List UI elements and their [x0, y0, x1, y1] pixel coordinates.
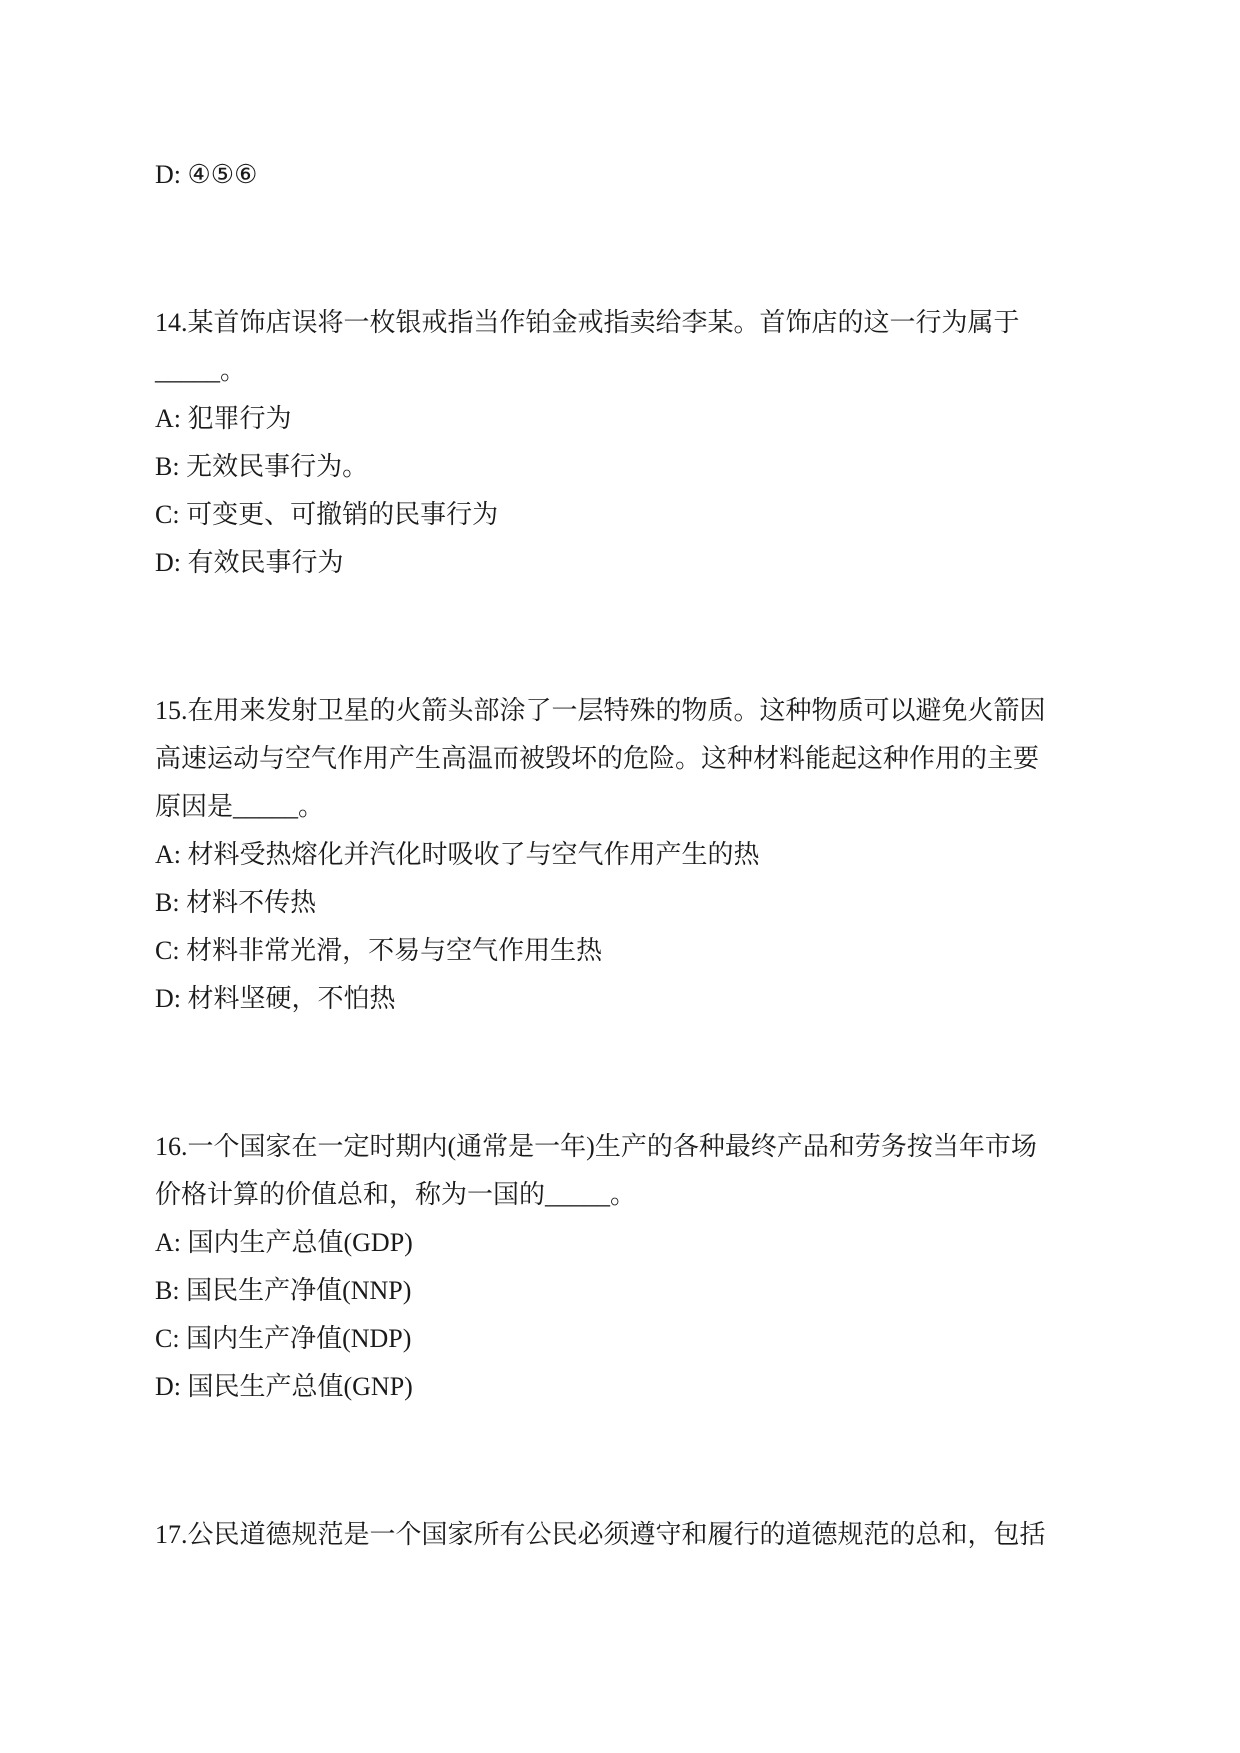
question-16-option-a: A: 国内生产总值(GDP): [155, 1228, 413, 1257]
question-15: [155, 687, 1070, 1023]
orphan-option-block: [155, 151, 1070, 199]
question-16-option-d: D: 国民生产总值(GNP): [155, 1372, 413, 1401]
question-14-stem-line-2: _____。: [155, 356, 247, 385]
question-17: [155, 1511, 1070, 1559]
question-15-option-a: A: 材料受热熔化并汽化时吸收了与空气作用产生的热: [155, 840, 760, 869]
question-16-option-c: C: 国内生产净值(NDP): [155, 1324, 412, 1353]
question-16-option-b: B: 国民生产净值(NNP): [155, 1276, 412, 1305]
question-14-option-b: B: 无效民事行为。: [155, 452, 369, 481]
question-15-option-b: B: 材料不传热: [155, 888, 317, 917]
question-14: [155, 299, 1070, 587]
question-15-stem-line-1: 15.在用来发射卫星的火箭头部涂了一层特殊的物质。这种物质可以避免火箭因: [155, 696, 1046, 725]
question-14-option-a: A: 犯罪行为: [155, 404, 292, 433]
question-15-stem-line-2: 高速运动与空气作用产生高温而被毁坏的危险。这种材料能起这种作用的主要: [155, 744, 1040, 773]
question-14-option-d: D: 有效民事行为: [155, 548, 344, 577]
question-14-option-c: C: 可变更、可撤销的民事行为: [155, 500, 499, 529]
question-14-stem-line-1: 14.某首饰店误将一枚银戒指当作铂金戒指卖给李某。首饰店的这一行为属于: [155, 308, 1020, 337]
question-17-stem-line-1: 17.公民道德规范是一个国家所有公民必须遵守和履行的道德规范的总和，包括: [155, 1520, 1046, 1549]
question-15-option-c: C: 材料非常光滑，不易与空气作用生热: [155, 936, 603, 965]
question-16: [155, 1123, 1070, 1411]
question-15-option-d: D: 材料坚硬，不怕热: [155, 984, 396, 1013]
question-16-stem-line-2: 价格计算的价值总和，称为一国的_____。: [155, 1180, 637, 1209]
option-line-d-circled: D: ④⑤⑥: [155, 160, 258, 189]
question-16-stem-line-1: 16.一个国家在一定时期内(通常是一年)生产的各种最终产品和劳务按当年市场: [155, 1132, 1037, 1161]
question-15-stem-line-3: 原因是_____。: [155, 792, 325, 821]
